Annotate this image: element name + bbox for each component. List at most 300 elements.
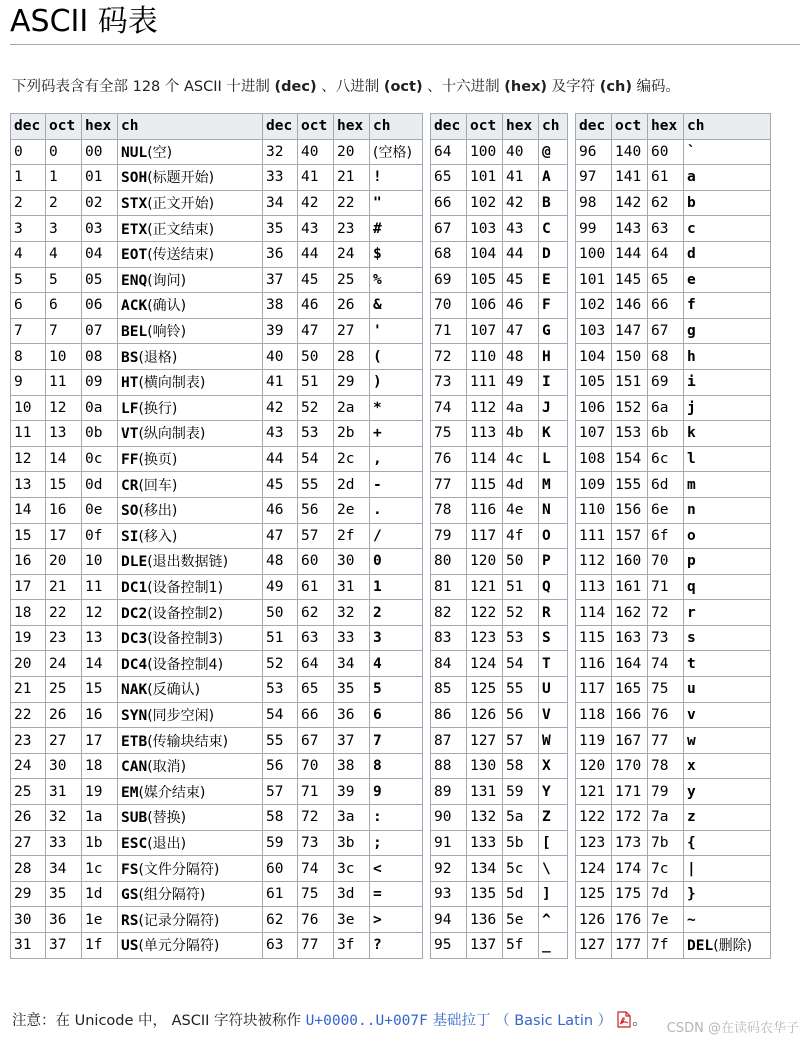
hex-cell: 18	[82, 753, 118, 779]
hex-cell: 4c	[503, 446, 539, 472]
hex-cell: 4a	[503, 395, 539, 421]
char-symbol: US	[121, 938, 139, 955]
hex-cell: 7d	[648, 881, 684, 907]
table-row	[11, 472, 263, 498]
oct-cell: 42	[298, 190, 334, 216]
char-symbol: )	[373, 374, 382, 391]
column-header-oct: oct	[46, 114, 82, 140]
table-row	[11, 779, 263, 805]
table-row	[576, 139, 771, 165]
ch-cell	[118, 702, 263, 728]
dec-cell: 117	[576, 677, 612, 703]
oct-cell: 104	[467, 241, 503, 267]
char-symbol: ACK	[121, 298, 148, 315]
char-description: (组分隔符)	[138, 887, 206, 904]
oct-cell: 167	[612, 728, 648, 754]
ch-cell	[370, 318, 423, 344]
table-row	[576, 472, 771, 498]
oct-cell: 62	[298, 600, 334, 626]
table-row	[576, 267, 771, 293]
dec-cell: 54	[263, 702, 298, 728]
dec-cell: 19	[11, 625, 46, 651]
hex-cell: 37	[334, 728, 370, 754]
ch-cell	[118, 933, 263, 959]
intro-text: 、十六进制	[422, 79, 505, 95]
hex-cell: 01	[82, 165, 118, 191]
ch-cell	[684, 881, 771, 907]
oct-cell: 145	[612, 267, 648, 293]
oct-cell: 171	[612, 779, 648, 805]
char-symbol: .	[373, 502, 382, 519]
char-symbol: S	[542, 630, 551, 647]
hex-cell: 43	[503, 216, 539, 242]
dec-cell: 16	[11, 549, 46, 575]
dec-cell: 74	[431, 395, 467, 421]
char-symbol: SO	[121, 503, 139, 520]
table-row	[11, 677, 263, 703]
char-symbol: Z	[542, 809, 551, 826]
table-row	[11, 293, 263, 319]
char-symbol: a	[687, 169, 696, 186]
table-row	[11, 421, 263, 447]
table-row	[11, 702, 263, 728]
hex-cell: 1c	[82, 856, 118, 882]
table-header-row	[576, 114, 771, 140]
dec-cell: 104	[576, 344, 612, 370]
dec-cell: 124	[576, 856, 612, 882]
char-symbol: BEL	[121, 324, 148, 341]
hex-cell: 54	[503, 651, 539, 677]
dec-cell: 27	[11, 830, 46, 856]
dec-cell: 38	[263, 293, 298, 319]
char-symbol: DC3	[121, 631, 148, 648]
ch-cell	[118, 728, 263, 754]
oct-cell: 72	[298, 805, 334, 831]
table-row	[576, 600, 771, 626]
table-header-row	[11, 114, 263, 140]
char-symbol: LF	[121, 400, 139, 417]
dec-cell: 81	[431, 574, 467, 600]
oct-cell: 141	[612, 165, 648, 191]
ch-cell	[539, 805, 568, 831]
char-symbol: SUB	[121, 810, 148, 827]
char-symbol: c	[687, 220, 696, 237]
oct-cell: 35	[46, 881, 82, 907]
oct-cell: 55	[298, 472, 334, 498]
table-row	[576, 216, 771, 242]
char-symbol: 3	[373, 630, 382, 647]
hex-cell: 02	[82, 190, 118, 216]
column-header-ch: ch	[539, 114, 568, 140]
oct-cell: 122	[467, 600, 503, 626]
dec-cell: 7	[11, 318, 46, 344]
table-row	[576, 574, 771, 600]
table-row	[263, 165, 423, 191]
dec-cell: 103	[576, 318, 612, 344]
ch-cell	[684, 625, 771, 651]
ch-cell	[370, 190, 423, 216]
title-divider	[10, 44, 800, 45]
table-row	[263, 933, 423, 959]
hex-cell: 7b	[648, 830, 684, 856]
hex-cell: 1a	[82, 805, 118, 831]
ch-cell	[684, 344, 771, 370]
dec-cell: 51	[263, 625, 298, 651]
hex-cell: 09	[82, 369, 118, 395]
oct-cell: 152	[612, 395, 648, 421]
dec-cell: 82	[431, 600, 467, 626]
table-row	[263, 216, 423, 242]
table-row	[576, 933, 771, 959]
hex-cell: 47	[503, 318, 539, 344]
oct-cell: 43	[298, 216, 334, 242]
char-symbol: E	[542, 271, 551, 288]
oct-cell: 54	[298, 446, 334, 472]
dec-cell: 46	[263, 497, 298, 523]
ascii-table-64-95	[430, 113, 568, 959]
table-row	[576, 369, 771, 395]
column-header-ch: ch	[370, 114, 423, 140]
hex-cell: 55	[503, 677, 539, 703]
ch-cell	[118, 421, 263, 447]
oct-cell: 163	[612, 625, 648, 651]
dec-cell: 41	[263, 369, 298, 395]
ch-cell	[370, 446, 423, 472]
footer-note-text: 注意：在 Unicode 中， ASCII 字符块被称作	[12, 1013, 306, 1029]
hex-cell: 63	[648, 216, 684, 242]
char-symbol: EOT	[121, 247, 148, 264]
dec-cell: 43	[263, 421, 298, 447]
hex-cell: 0d	[82, 472, 118, 498]
hex-cell: 5c	[503, 856, 539, 882]
table-row	[431, 677, 568, 703]
dec-cell: 127	[576, 933, 612, 959]
oct-cell: 125	[467, 677, 503, 703]
char-symbol: U	[542, 681, 551, 698]
ch-cell	[684, 600, 771, 626]
char-symbol: n	[687, 502, 696, 519]
char-description: (设备控制1)	[147, 579, 224, 596]
dec-cell: 90	[431, 805, 467, 831]
oct-cell: 100	[467, 139, 503, 165]
dec-cell: 89	[431, 779, 467, 805]
dec-cell: 100	[576, 241, 612, 267]
hex-cell: 2d	[334, 472, 370, 498]
oct-cell: 14	[46, 446, 82, 472]
oct-cell: 20	[46, 549, 82, 575]
char-symbol: ,	[373, 451, 382, 468]
hex-cell: 42	[503, 190, 539, 216]
dec-cell: 115	[576, 625, 612, 651]
dec-cell: 3	[11, 216, 46, 242]
ch-cell	[118, 139, 263, 165]
table-row	[11, 856, 263, 882]
char-symbol: '	[373, 323, 382, 340]
hex-cell: 30	[334, 549, 370, 575]
oct-cell: 164	[612, 651, 648, 677]
char-symbol: ETX	[121, 221, 148, 238]
dec-cell: 93	[431, 881, 467, 907]
intro-paragraph	[12, 77, 680, 97]
char-description: (横向制表)	[138, 375, 206, 392]
ch-cell	[118, 318, 263, 344]
table-row	[576, 856, 771, 882]
table-row	[431, 805, 568, 831]
oct-cell: 13	[46, 421, 82, 447]
hex-cell: 36	[334, 702, 370, 728]
dec-cell: 44	[263, 446, 298, 472]
ch-cell	[684, 241, 771, 267]
ch-cell	[370, 574, 423, 600]
oct-cell: 133	[467, 830, 503, 856]
oct-cell: 134	[467, 856, 503, 882]
table-row	[431, 369, 568, 395]
char-symbol: y	[687, 783, 696, 800]
ch-cell	[684, 395, 771, 421]
ascii-table-0-31	[10, 113, 263, 959]
dec-cell: 56	[263, 753, 298, 779]
hex-cell: 00	[82, 139, 118, 165]
table-row	[263, 421, 423, 447]
dec-cell: 42	[263, 395, 298, 421]
hex-cell: 6c	[648, 446, 684, 472]
oct-cell: 161	[612, 574, 648, 600]
hex-cell: 77	[648, 728, 684, 754]
column-header-dec: dec	[576, 114, 612, 140]
ch-cell	[370, 702, 423, 728]
ch-cell	[539, 344, 568, 370]
ch-cell	[118, 523, 263, 549]
char-description: (退出数据链)	[147, 554, 229, 571]
ch-cell	[539, 574, 568, 600]
oct-cell: 70	[298, 753, 334, 779]
oct-cell: 113	[467, 421, 503, 447]
table-row	[263, 728, 423, 754]
table-row	[431, 830, 568, 856]
ch-cell	[684, 549, 771, 575]
char-symbol: 0	[373, 553, 382, 570]
char-symbol: P	[542, 553, 551, 570]
table-row	[431, 318, 568, 344]
char-symbol: s	[687, 630, 696, 647]
table-row	[431, 856, 568, 882]
dec-cell: 48	[263, 549, 298, 575]
char-description: (空)	[147, 144, 173, 161]
dec-cell: 55	[263, 728, 298, 754]
dec-cell: 121	[576, 779, 612, 805]
dec-cell: 33	[263, 165, 298, 191]
ch-cell	[370, 677, 423, 703]
char-description: (回车)	[138, 477, 178, 494]
char-description: (标题开始)	[147, 170, 215, 187]
char-symbol: C	[542, 220, 551, 237]
dec-cell: 1	[11, 165, 46, 191]
table-row	[576, 421, 771, 447]
dec-cell: 66	[431, 190, 467, 216]
dec-cell: 9	[11, 369, 46, 395]
ch-cell	[684, 446, 771, 472]
hex-cell: 58	[503, 753, 539, 779]
dec-cell: 113	[576, 574, 612, 600]
ch-cell	[684, 165, 771, 191]
table-row	[431, 446, 568, 472]
ch-cell	[539, 600, 568, 626]
oct-cell: 7	[46, 318, 82, 344]
oct-cell: 17	[46, 523, 82, 549]
oct-cell: 4	[46, 241, 82, 267]
column-header-hex: hex	[82, 114, 118, 140]
oct-cell: 31	[46, 779, 82, 805]
dec-cell: 34	[263, 190, 298, 216]
oct-cell: 153	[612, 421, 648, 447]
oct-cell: 110	[467, 344, 503, 370]
hex-cell: 4e	[503, 497, 539, 523]
char-symbol: f	[687, 297, 696, 314]
oct-cell: 44	[298, 241, 334, 267]
char-symbol: T	[542, 655, 551, 672]
char-symbol: CAN	[121, 759, 148, 776]
ch-cell	[370, 139, 423, 165]
pdf-icon[interactable]	[616, 1011, 632, 1034]
dec-cell: 72	[431, 344, 467, 370]
char-description: (换行)	[138, 400, 178, 417]
char-symbol: d	[687, 246, 696, 263]
dec-cell: 68	[431, 241, 467, 267]
dec-cell: 116	[576, 651, 612, 677]
oct-cell: 176	[612, 907, 648, 933]
char-symbol: 6	[373, 706, 382, 723]
oct-cell: 155	[612, 472, 648, 498]
ch-cell	[118, 753, 263, 779]
oct-cell: 140	[612, 139, 648, 165]
ch-cell	[684, 779, 771, 805]
hex-cell: 4f	[503, 523, 539, 549]
hex-cell: 5f	[503, 933, 539, 959]
char-symbol: &	[373, 297, 382, 314]
ch-cell	[118, 805, 263, 831]
char-symbol: [	[542, 834, 551, 851]
table-row	[431, 702, 568, 728]
oct-cell: 146	[612, 293, 648, 319]
table-row	[263, 856, 423, 882]
char-symbol: HT	[121, 375, 139, 392]
table-row	[263, 293, 423, 319]
char-symbol: VT	[121, 426, 139, 443]
intro-text: 编码。	[631, 79, 681, 95]
ascii-table-32-63	[262, 113, 423, 959]
ch-cell	[118, 830, 263, 856]
dec-cell: 21	[11, 677, 46, 703]
hex-cell: 11	[82, 574, 118, 600]
dec-cell: 107	[576, 421, 612, 447]
char-symbol: Q	[542, 578, 551, 595]
oct-cell: 24	[46, 651, 82, 677]
ch-cell	[118, 907, 263, 933]
table-row	[11, 344, 263, 370]
char-symbol: }	[687, 886, 696, 903]
char-description: (删除)	[713, 938, 753, 955]
oct-cell: 10	[46, 344, 82, 370]
hex-cell: 56	[503, 702, 539, 728]
dec-cell: 106	[576, 395, 612, 421]
dec-cell: 126	[576, 907, 612, 933]
table-row	[263, 753, 423, 779]
hex-cell: 40	[503, 139, 539, 165]
dec-cell: 12	[11, 446, 46, 472]
oct-cell: 137	[467, 933, 503, 959]
hex-cell: 16	[82, 702, 118, 728]
table-row	[263, 702, 423, 728]
char-description: (文件分隔符)	[138, 861, 220, 878]
oct-cell: 37	[46, 933, 82, 959]
hex-cell: 04	[82, 241, 118, 267]
hex-cell: 67	[648, 318, 684, 344]
table-row	[263, 139, 423, 165]
column-header-hex: hex	[334, 114, 370, 140]
hex-cell: 69	[648, 369, 684, 395]
dec-cell: 80	[431, 549, 467, 575]
ch-cell	[539, 728, 568, 754]
column-header-oct: oct	[298, 114, 334, 140]
char-description: (反确认)	[147, 682, 201, 699]
oct-cell: 106	[467, 293, 503, 319]
ch-cell	[118, 651, 263, 677]
hex-cell: 22	[334, 190, 370, 216]
dec-cell: 14	[11, 497, 46, 523]
table-row	[11, 830, 263, 856]
hex-cell: 6e	[648, 497, 684, 523]
oct-cell: 105	[467, 267, 503, 293]
ch-cell	[684, 497, 771, 523]
table-row	[576, 907, 771, 933]
oct-cell: 147	[612, 318, 648, 344]
table-row	[11, 497, 263, 523]
dec-cell: 32	[263, 139, 298, 165]
page-title: ASCII 码表	[10, 4, 158, 39]
ch-cell	[539, 395, 568, 421]
hex-cell: 78	[648, 753, 684, 779]
dec-cell: 83	[431, 625, 467, 651]
table-row	[263, 241, 423, 267]
ch-cell	[370, 497, 423, 523]
dec-cell: 71	[431, 318, 467, 344]
dec-cell: 63	[263, 933, 298, 959]
table-row	[431, 728, 568, 754]
csdn-watermark: CSDN @在读码农华子	[666, 1021, 799, 1036]
oct-cell: 162	[612, 600, 648, 626]
dec-cell: 6	[11, 293, 46, 319]
ch-cell	[684, 472, 771, 498]
hex-cell: 7a	[648, 805, 684, 831]
dec-cell: 78	[431, 497, 467, 523]
unicode-range-text: U+0000..U+007F	[305, 1013, 428, 1029]
oct-cell: 52	[298, 395, 334, 421]
hex-cell: 1f	[82, 933, 118, 959]
intro-text: 及字符	[547, 79, 600, 95]
table-row	[576, 523, 771, 549]
oct-cell: 77	[298, 933, 334, 959]
ch-cell	[539, 702, 568, 728]
ch-cell	[370, 881, 423, 907]
char-symbol: u	[687, 681, 696, 698]
hex-cell: 3f	[334, 933, 370, 959]
char-symbol: g	[687, 323, 696, 340]
char-symbol: e	[687, 271, 696, 288]
char-description: (移出)	[138, 503, 178, 520]
basic-latin-link[interactable]	[306, 1013, 613, 1029]
oct-cell: 15	[46, 472, 82, 498]
ch-cell	[370, 625, 423, 651]
